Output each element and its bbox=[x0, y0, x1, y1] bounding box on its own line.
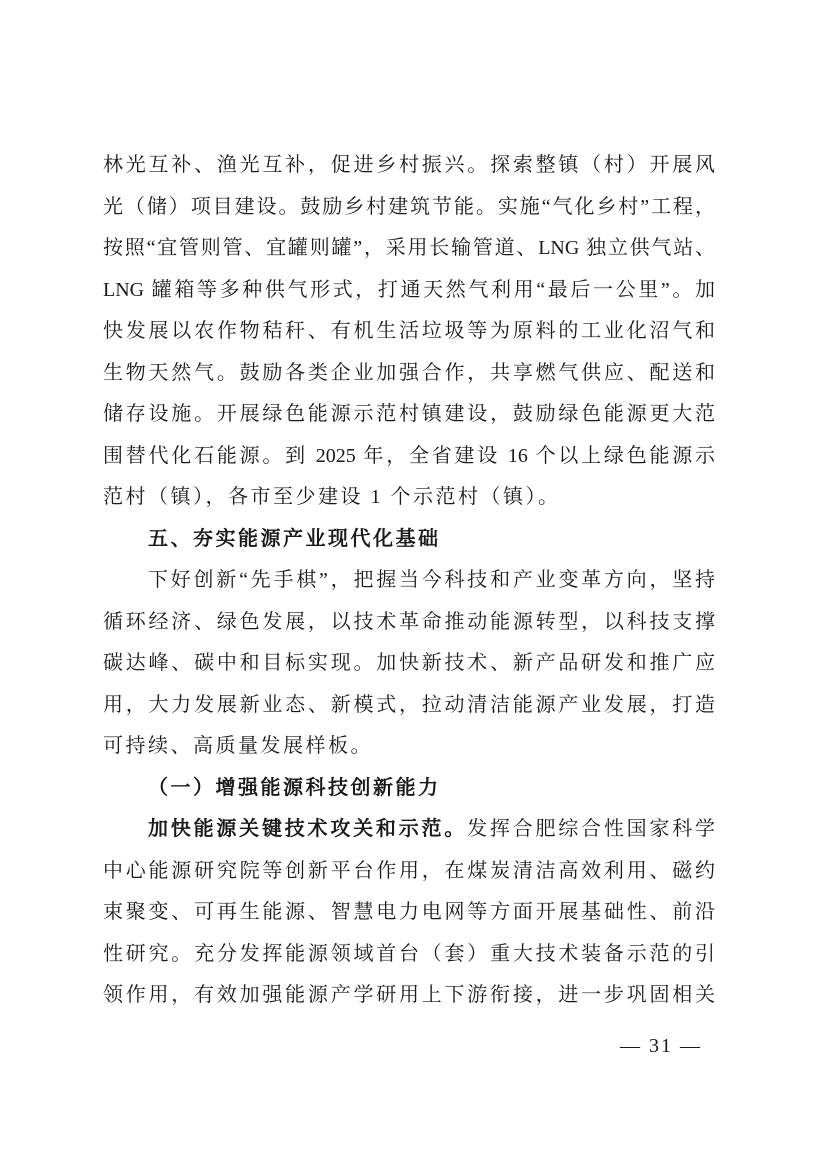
document-body bbox=[103, 145, 715, 1017]
text-line: 中心能源研究院等创新平台作用，在煤炭清洁高效利用、磁约 bbox=[103, 859, 715, 882]
subsection-heading: （一）增强能源科技创新能力 bbox=[148, 776, 441, 799]
text-line: 林光互补、渔光互补，促进乡村振兴。探索整镇（村）开展风 bbox=[103, 154, 715, 176]
text-line: 性研究。充分发挥能源领域首台（套）重大技术装备示范的引 bbox=[103, 942, 715, 965]
text-line: 用，大力发展新业态、新模式，拉动清洁能源产业发展，打造 bbox=[103, 693, 715, 716]
text-line: 围替代化石能源。到 2025 年，全省建设 16 个以上绿色能源示 bbox=[103, 444, 715, 467]
text-line: 范村（镇），各市至少建设 1 个示范村（镇）。 bbox=[103, 486, 561, 508]
text-line: 碳达峰、碳中和目标实现。加快新技术、新产品研发和推广应 bbox=[103, 652, 715, 674]
section-heading: 五、夯实能源产业现代化基础 bbox=[148, 527, 441, 550]
text-line: 储存设施。开展绿色能源示范村镇建设，鼓励绿色能源更大范 bbox=[103, 403, 715, 425]
page-number: — 31 — bbox=[620, 1035, 702, 1057]
text-line: 光（储）项目建设。鼓励乡村建筑节能。实施“气化乡村”工程， bbox=[103, 195, 715, 218]
text-line bbox=[103, 809, 715, 851]
text-line: 领作用，有效加强能源产学研用上下游衔接，进一步巩固相关 bbox=[103, 984, 715, 1006]
text-line: LNG 罐箱等多种供气形式，打通天然气利用“最后一公里”。加 bbox=[103, 278, 715, 301]
text-line: 快发展以农作物秸秆、有机生活垃圾等为原料的工业化沼气和 bbox=[103, 320, 715, 342]
text-line: 循环经济、绿色发展，以技术革命推动能源转型，以科技支撑 bbox=[103, 610, 715, 633]
text-run: 发挥合肥综合性国家科学 bbox=[467, 818, 715, 840]
bold-lead-sentence: 加快能源关键技术攻关和示范。 bbox=[148, 818, 468, 840]
text-line: 可持续、高质量发展样板。 bbox=[103, 735, 373, 757]
text-line: 束聚变、可再生能源、智慧电力电网等方面开展基础性、前沿 bbox=[103, 901, 715, 923]
text-line: 生物天然气。鼓励各类企业加强合作，共享燃气供应、配送和 bbox=[103, 361, 715, 384]
text-line: 按照“宜管则管、宜罐则罐”，采用长输管道、LNG 独立供气站、 bbox=[103, 237, 715, 259]
text-line: 下好创新“先手棋”，把握当今科技和产业变革方向，坚持 bbox=[148, 569, 715, 591]
